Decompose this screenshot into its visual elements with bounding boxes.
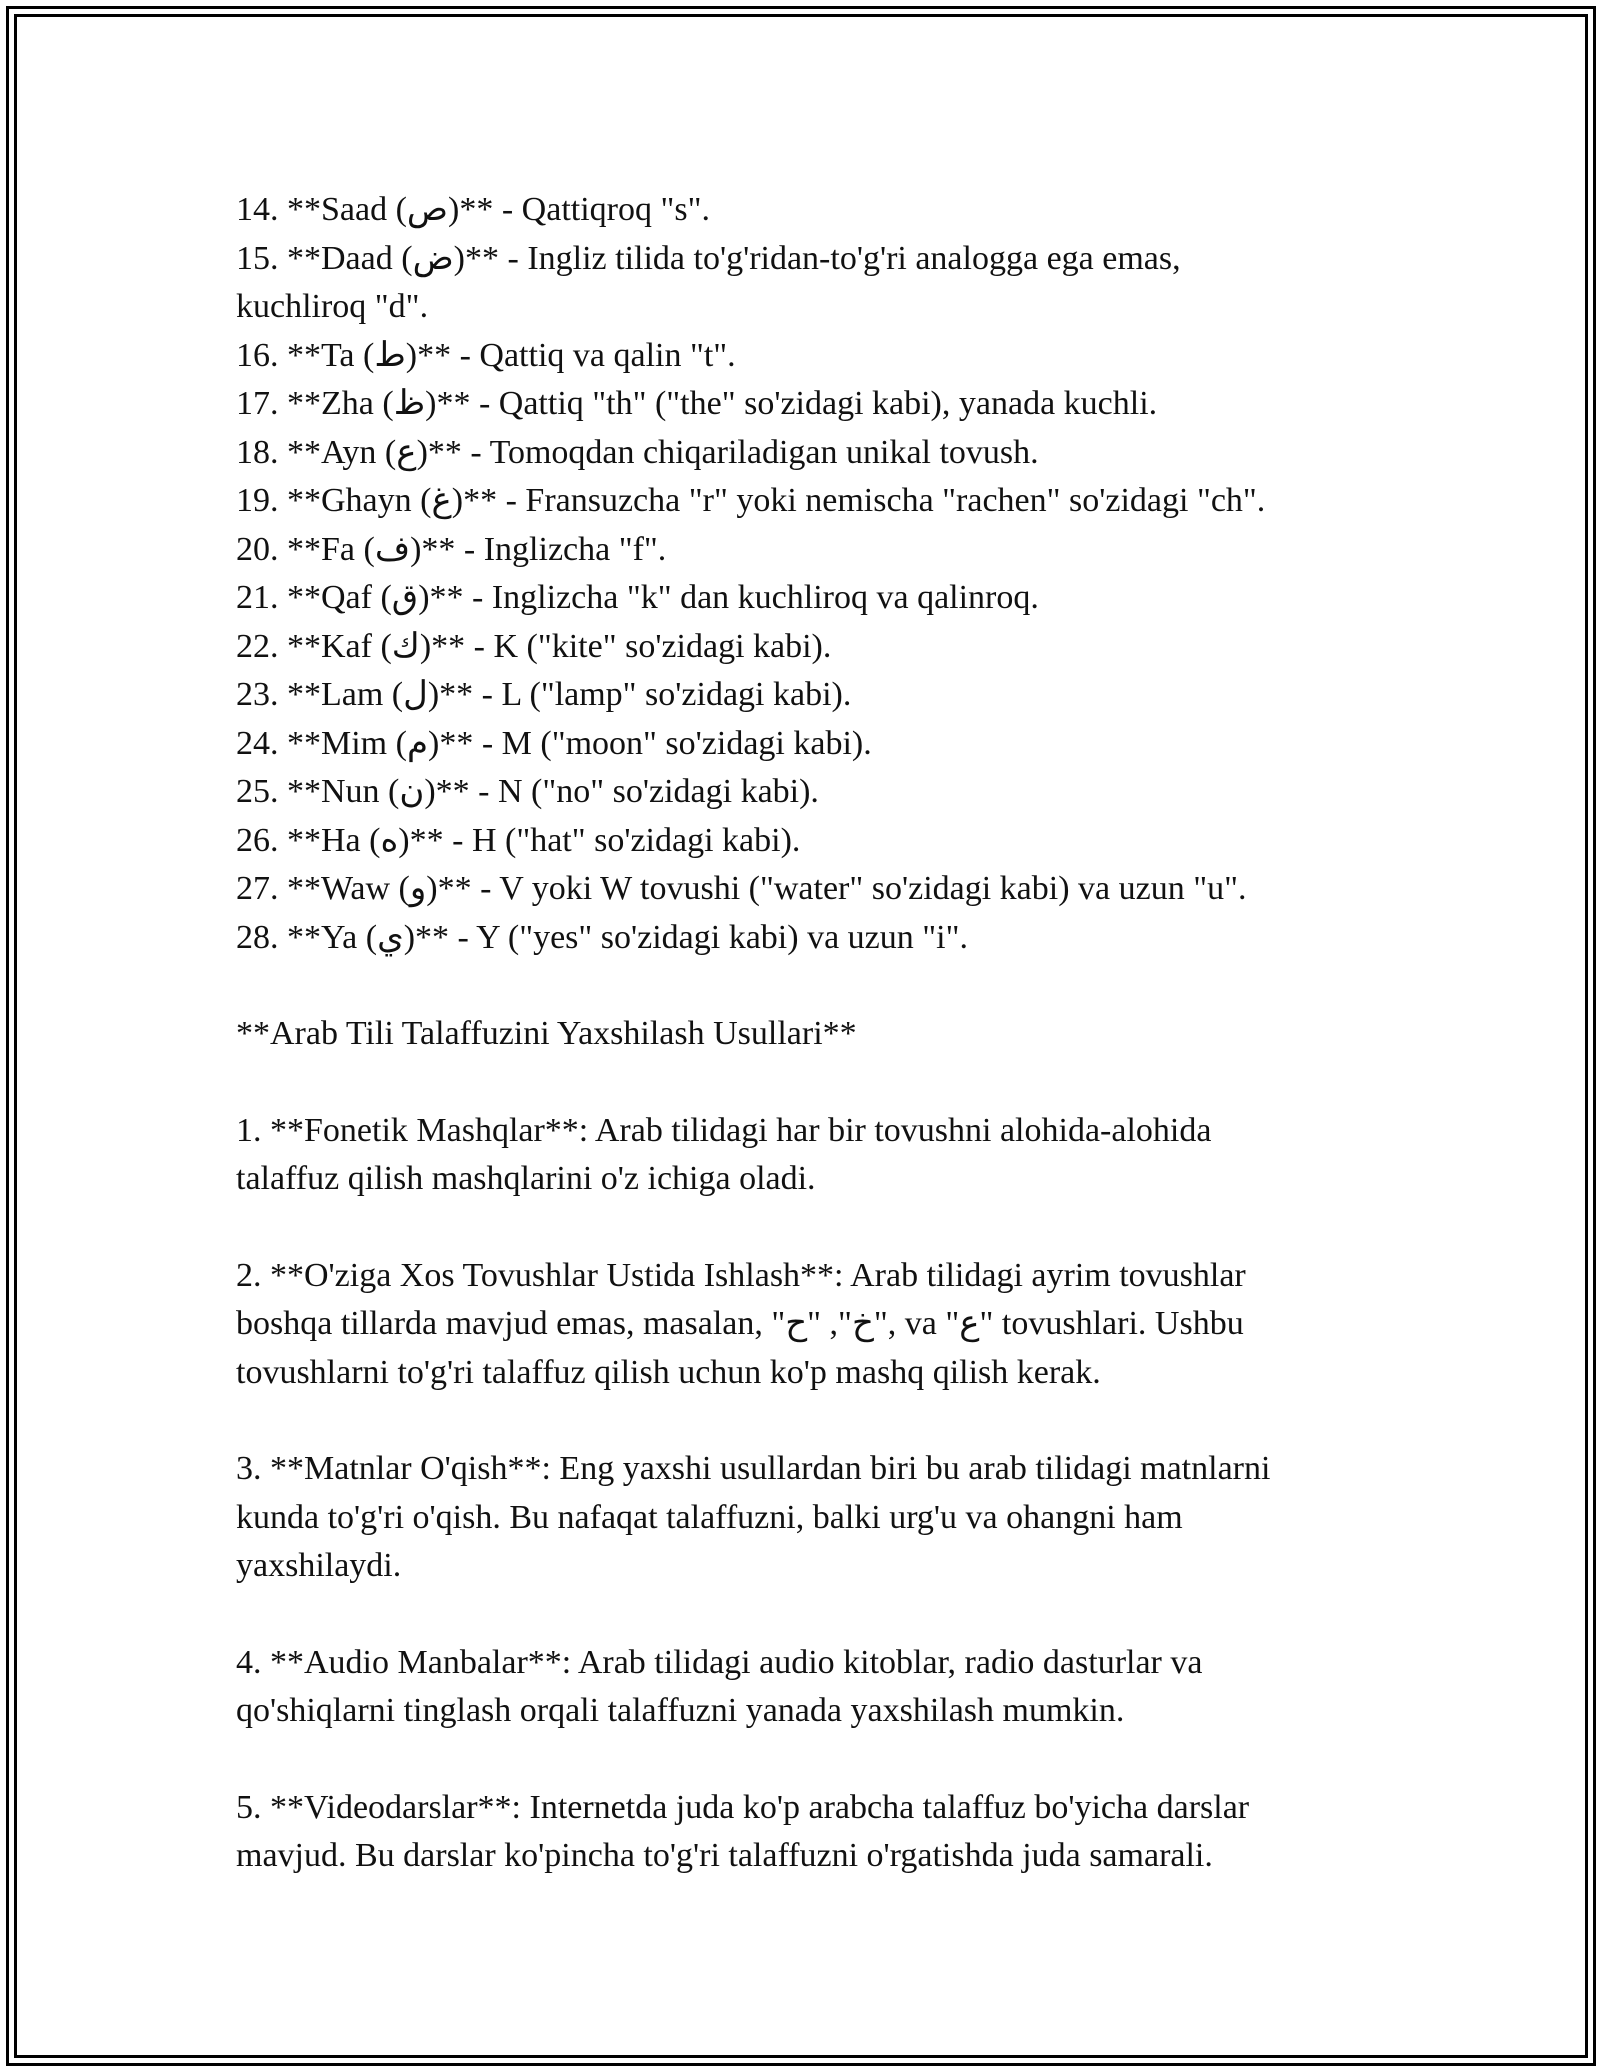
list-item: 28. **Ya (ي)** - Y ("yes" so'zidagi kabi) va uzun "i". [236, 918, 968, 956]
list-item: 24. **Mim (م)** - M ("moon" so'zidagi kabi). [236, 724, 872, 762]
list-item: 26. **Ha (ه)** - H ("hat" so'zidagi kabi). [236, 821, 801, 859]
methods-list [236, 1107, 1376, 1881]
list-item: 27. **Waw (و)** - V yoki W tovushi ("water" so'zidagi kabi) va uzun "u". [236, 870, 1247, 907]
paragraph-line: talaffuz qilish mashqlarini o'z ichiga oladi. [236, 1160, 816, 1197]
paragraph-line: yaxshilaydi. [236, 1547, 402, 1584]
paragraph-line: 5. **Videodarslar**: Internetda juda ko'p arabcha talaffuz bo'yicha darslar [236, 1788, 1250, 1826]
paragraph-line: 3. **Matnlar O'qish**: Eng yaxshi usullardan biri bu arab tilidagi matnlarni [236, 1450, 1271, 1487]
method-paragraph-3 [236, 1445, 1376, 1591]
list-item: 19. **Ghayn (غ)** - Fransuzcha "r" yoki nemischa "rachen" so'zidagi "ch". [236, 482, 1266, 519]
list-item: 17. **Zha (ظ)** - Qattiq "th" ("the" so'zidagi kabi), yanada kuchli. [236, 385, 1158, 422]
list-item: kuchliroq "d". [236, 288, 429, 325]
list-item: 21. **Qaf (ق)** - Inglizcha "k" dan kuchliroq va qalinroq. [236, 579, 1039, 616]
section-heading: **Arab Tili Talaffuzini Yaxshilash Usullari** [236, 1015, 857, 1052]
list-item: 20. **Fa (ف)** - Inglizcha "f". [236, 530, 667, 568]
paragraph-line: mavjud. Bu darslar ko'pincha to'g'ri talaffuzni o'rgatishda juda samarali. [236, 1837, 1213, 1874]
list-item: 25. **Nun (ن)** - N ("no" so'zidagi kabi). [236, 773, 819, 810]
list-item: 18. **Ayn (ع)** - Tomoqdan chiqariladigan unikal tovush. [236, 433, 1039, 471]
list-item: 23. **Lam (ل)** - L ("lamp" so'zidagi kabi). [236, 676, 852, 713]
method-paragraph-2 [236, 1252, 1376, 1398]
list-item: 15. **Daad (ض)** - Ingliz tilida to'g'ridan-to'g'ri analogga ega emas, [236, 239, 1181, 277]
paragraph-line: tovushlarni to'g'ri talaffuz qilish uchun ko'p mashq qilish kerak. [236, 1353, 1101, 1391]
method-paragraph-1 [236, 1107, 1376, 1204]
paragraph-line: boshqa tillarda mavjud emas, masalan, "خ", "ح", va "ع" tovushlari. Ushbu [236, 1305, 1244, 1342]
list-item: 22. **Kaf (ك)** - K ("kite" so'zidagi kabi). [236, 627, 832, 665]
method-paragraph-5 [236, 1784, 1376, 1881]
document-body [236, 186, 1376, 1881]
paragraph-line: 4. **Audio Manbalar**: Arab tilidagi audio kitoblar, radio dasturlar va [236, 1643, 1203, 1681]
method-paragraph-4 [236, 1639, 1376, 1736]
paragraph-line: qo'shiqlarni tinglash orqali talaffuzni yanada yaxshilash mumkin. [236, 1692, 1125, 1729]
paragraph-line: kunda to'g'ri o'qish. Bu nafaqat talaffuzni, balki urg'u va ohangni ham [236, 1498, 1183, 1536]
paragraph-line: 1. **Fonetik Mashqlar**: Arab tilidagi har bir tovushni alohida-alohida [236, 1111, 1212, 1149]
letters-list [236, 186, 1376, 962]
list-item: 14. **Saad (ص)** - Qattiqroq "s". [236, 191, 710, 228]
list-item: 16. **Ta (ط)** - Qattiq va qalin "t". [236, 336, 736, 374]
paragraph-line: 2. **O'ziga Xos Tovushlar Ustida Ishlash**: Arab tilidagi ayrim tovushlar [236, 1256, 1246, 1294]
